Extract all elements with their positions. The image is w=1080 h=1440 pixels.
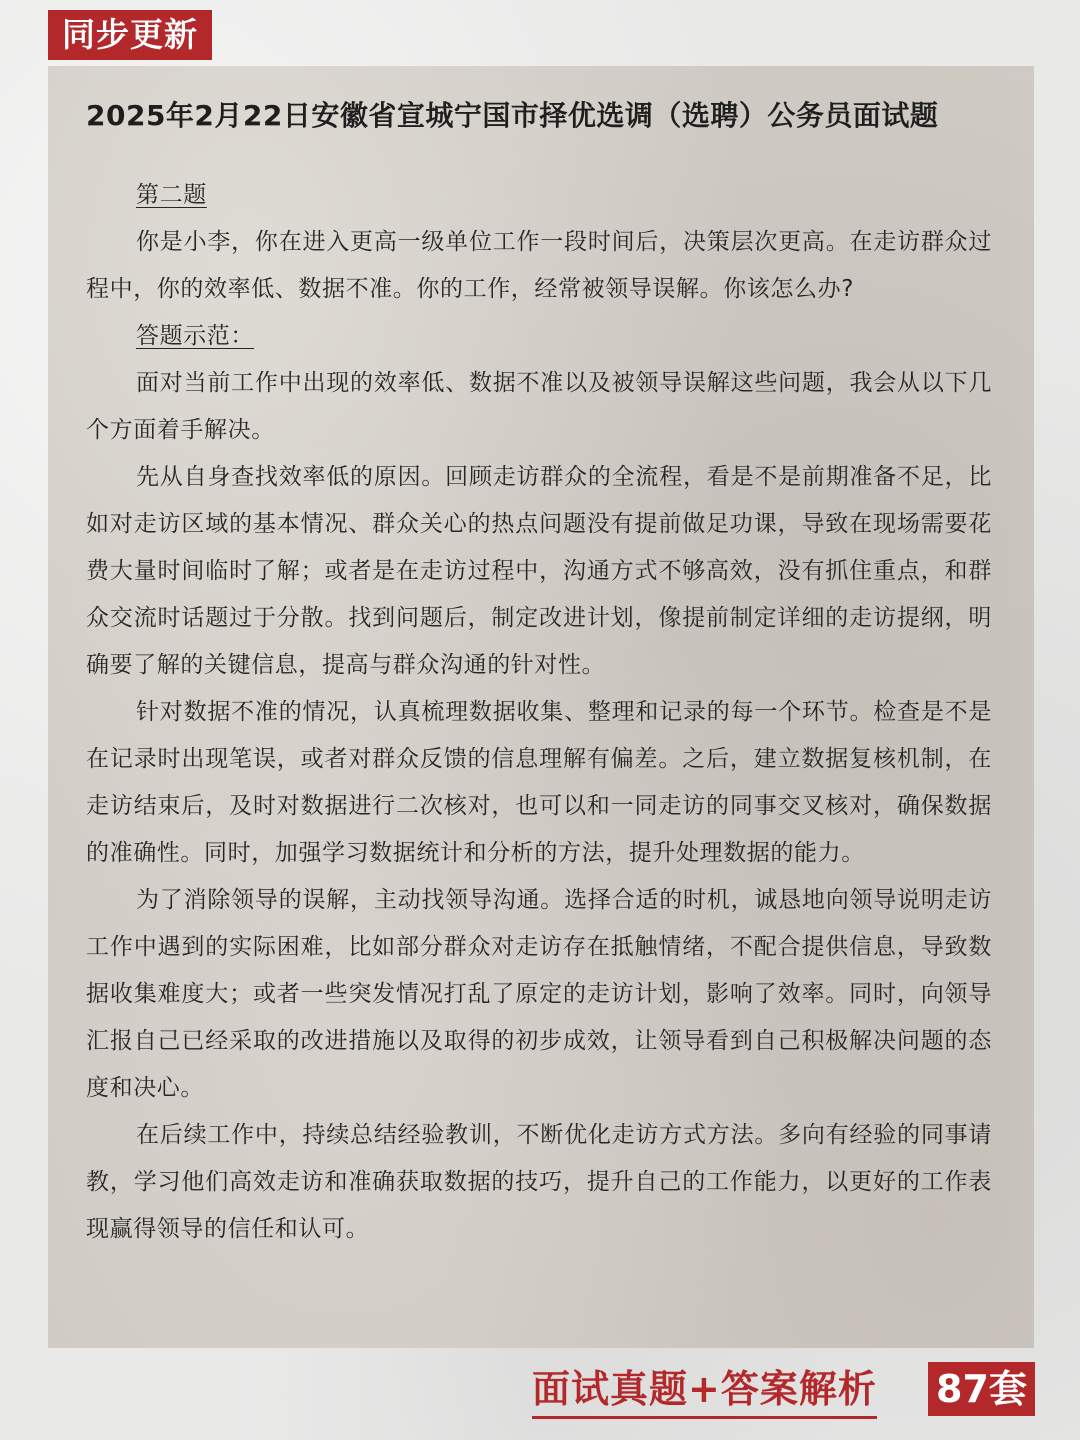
question-heading bbox=[86, 172, 992, 219]
question-text: 你是小李，你在进入更高一级单位工作一段时间后，决策层次更高。在走访群众过程中，你的效率低、数据不准。你的工作，经常被领导误解。你该怎么办? bbox=[86, 229, 992, 302]
footer-banner-text: 面试真题+答案解析 bbox=[532, 1362, 877, 1419]
document-body bbox=[86, 172, 992, 1253]
answer-paragraph-efficiency: 先从自身查找效率低的原因。回顾走访群众的全流程，看是不是前期准备不足，比如对走访区域的基本情况、群众关心的热点问题没有提前做足功课，导致在现场需要花费大量时间临时了解；或者是在走访过程中，沟通方式不够高效，没有抓住重点，和群众交流时话题过于分散。找到问题后，制定改进计划，像提前制定详细的走访提纲，明确要了解的关键信息，提高与群众沟通的针对性。 bbox=[86, 464, 992, 678]
answer-heading-text: 答题示范： bbox=[136, 323, 254, 349]
footer-count-badge: 87套 bbox=[928, 1362, 1035, 1416]
question-heading-text: 第二题 bbox=[136, 182, 207, 208]
answer-paragraph-follow-up: 在后续工作中，持续总结经验教训，不断优化走访方式方法。多向有经验的同事请教，学习他们高效走访和准确获取数据的技巧，提升自己的工作能力，以更好的工作表现赢得领导的信任和认可。 bbox=[86, 1122, 992, 1242]
document-card bbox=[48, 66, 1034, 1348]
sync-update-badge: 同步更新 bbox=[48, 10, 212, 60]
answer-paragraph-data-accuracy: 针对数据不准的情况，认真梳理数据收集、整理和记录的每一个环节。检查是不是在记录时出现笔误，或者对群众反馈的信息理解有偏差。之后，建立数据复核机制，在走访结束后，及时对数据进行二次核对，也可以和一同走访的同事交叉核对，确保数据的准确性。同时，加强学习数据统计和分析的方法，提升处理数据的能力。 bbox=[86, 699, 992, 866]
answer-paragraph-leader-communication: 为了消除领导的误解，主动找领导沟通。选择合适的时机，诚恳地向领导说明走访工作中遇到的实际困难，比如部分群众对走访存在抵触情绪，不配合提供信息，导致数据收集难度大；或者一些突发情况打乱了原定的走访计划，影响了效率。同时，向领导汇报自己已经采取的改进措施以及取得的初步成效，让领导看到自己积极解决问题的态度和决心。 bbox=[86, 887, 992, 1101]
answer-paragraph-intro: 面对当前工作中出现的效率低、数据不准以及被领导误解这些问题，我会从以下几个方面着手解决。 bbox=[86, 370, 992, 443]
answer-heading bbox=[86, 313, 992, 360]
document-title: 2025年2月22日安徽省宣城宁国市择优选调（选聘）公务员面试题 bbox=[86, 99, 939, 132]
